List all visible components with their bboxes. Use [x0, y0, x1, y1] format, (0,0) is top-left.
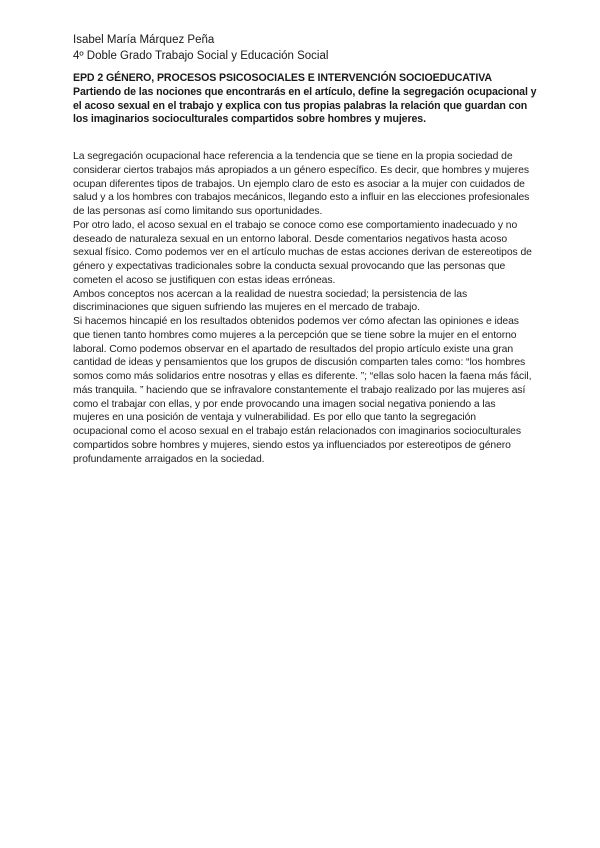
document-header	[73, 33, 543, 64]
body-paragraph: Por otro lado, el acoso sexual en el trabajo se conoce como ese comportamiento inadecuado y no deseado de naturaleza sexual en un entorno laboral. Desde comentarios negativos hasta acoso sexual físico. Como podemos ver en el artículo muchas de estas acciones derivan de estereotipos de género y expectativas tradicionales sobre la conducta sexual provocando que las personas que cometen el acoso se justifiquen con estas ideas erróneas.	[73, 219, 532, 286]
body-paragraph: Ambos conceptos nos acercan a la realidad de nuestra sociedad; la persistencia de las discriminaciones que siguen sufriendo las mujeres en el mercado de trabajo.	[73, 288, 468, 314]
body-paragraph: Si hacemos hincapié en los resultados obtenidos podemos ver cómo afectan las opiniones e ideas que tienen tanto hombres como mujeres a la percepción que se tiene sobre la mujer en el entorno laboral. Como podemos observar en el apartado de resultados del propio artículo existe una gran cantidad de ideas y pensamientos que los grupos de discusión comparten tales como: “los hombres somos como más solidarios entre nosotras y ellas es diferente. ”; “ellas solo hacen la faena más fácil, más tranquila. ” haciendo que se infravalore constantemente el trabajo realizado por las mujeres así como el trabajar con ellas, y por ende provocando una imagen social negativa poniendo a las mujeres en una posición de ventaja y vulnerabilidad. Es por ello que tanto la segregación ocupacional como el acoso sexual en el trabajo están relacionados con imaginarios socioculturales compartidos sobre hombres y mujeres, siendo estos ya influenciados por estereotipos de género profundamente arraigados en la sociedad.	[73, 316, 532, 465]
document-body	[73, 150, 533, 466]
body-paragraph: La segregación ocupacional hace referencia a la tendencia que se tiene en la propia sociedad de considerar ciertos trabajos más apropiados a un género específico. Es decir, que hombres y mujeres ocupan diferentes tipos de trabajos. Un ejemplo claro de esto es asociar a la mujer con cuidados de salud y a los hombres con trabajos mecánicos, llegando esto a influir en las elecciones profesionales de las personas así como limitando sus oportunidades.	[73, 151, 530, 217]
degree-line: 4º Doble Grado Trabajo Social y Educación Social	[73, 49, 329, 62]
assignment-title-block	[73, 72, 543, 127]
author-name: Isabel María Márquez Peña	[73, 34, 215, 46]
assignment-question: Partiendo de las nociones que encontrarás en el artículo, define la segregación ocupacional y el acoso sexual en el trabajo y explica con tus propias palabras la relación que guardan con los imaginarios socioculturales compartidos sobre hombres y mujeres.	[73, 85, 537, 126]
assignment-heading: EPD 2 GÉNERO, PROCESOS PSICOSOCIALES E INTERVENCIÓN SOCIOEDUCATIVA	[73, 72, 492, 84]
